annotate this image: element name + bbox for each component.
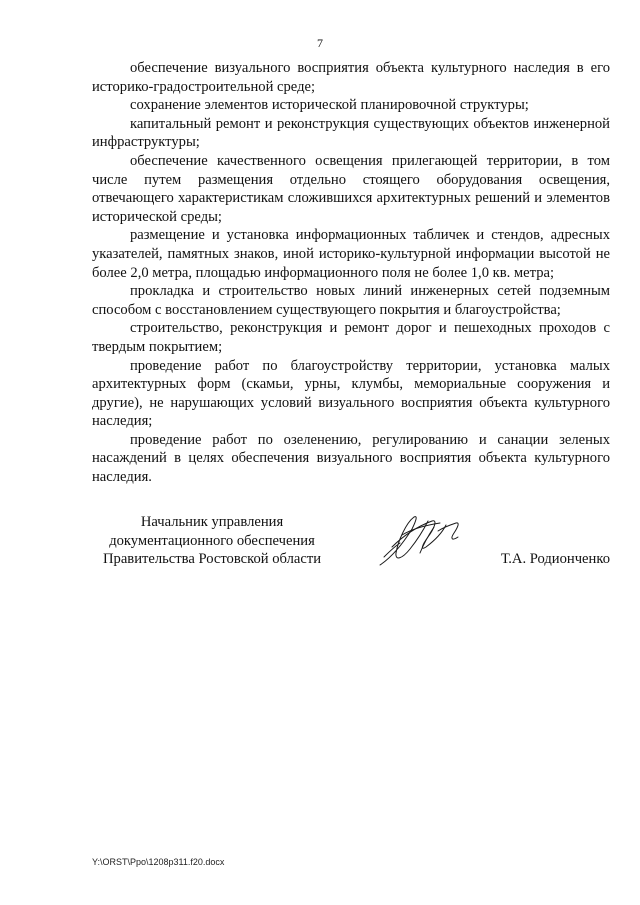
signer-title-line: Начальник управления bbox=[140, 514, 284, 530]
paragraph: строительство, реконструкция и ремонт дорог и пешеходных проходов с твердым покрытием; bbox=[92, 320, 610, 355]
paragraph: проведение работ по благоустройству территории, установка малых архитектурных форм (скамьи, урны, клумбы, мемориальные сооружения и другие), не нарушающих условий визуального восприятия объекта культурного наследия; bbox=[92, 357, 610, 430]
paragraph: обеспечение визуального восприятия объекта культурного наследия в его историко-градостроительной среде; bbox=[92, 60, 610, 95]
paragraph: проведение работ по озеленению, регулированию и санации зеленых насаждений в целях обеспечения визуального восприятия объекта культурного наследия. bbox=[92, 431, 610, 486]
paragraph: обеспечение качественного освещения прилегающей территории, в том числе путем размещения отдельно стоящего оборудования освещения, отвечающего характеристикам сложившихся архитектурных решений и элементов исторической среды; bbox=[92, 152, 610, 225]
signer-title bbox=[92, 513, 332, 569]
paragraph: прокладка и строительство новых линий инженерных сетей подземным способом с восстановлением существующего покрытия и благоустройства; bbox=[92, 283, 610, 318]
signer-title-line: Правительства Ростовской области bbox=[102, 551, 322, 568]
document-body bbox=[92, 59, 610, 487]
signature-block bbox=[92, 513, 610, 573]
handwritten-signature bbox=[372, 507, 467, 572]
signer-name: Т.А. Родионченко bbox=[500, 551, 610, 567]
paragraph: капитальный ремонт и реконструкция существующих объектов инженерной инфраструктуры; bbox=[92, 115, 610, 151]
paragraph: размещение и установка информационных табличек и стендов, адресных указателей, памятных знаков, иной историко-культурной информации высотой не более 2,0 метра, площадью информационного поля не более 1,0 кв. метра; bbox=[92, 227, 610, 281]
signer-title-line: документационного обеспечения bbox=[109, 532, 315, 549]
page-number: 7 bbox=[317, 36, 323, 50]
paragraph: сохранение элементов исторической планировочной структуры; bbox=[130, 97, 529, 114]
file-path-footer: Y:\ORST\Ppo\1208p311.f20.docx bbox=[92, 857, 225, 867]
